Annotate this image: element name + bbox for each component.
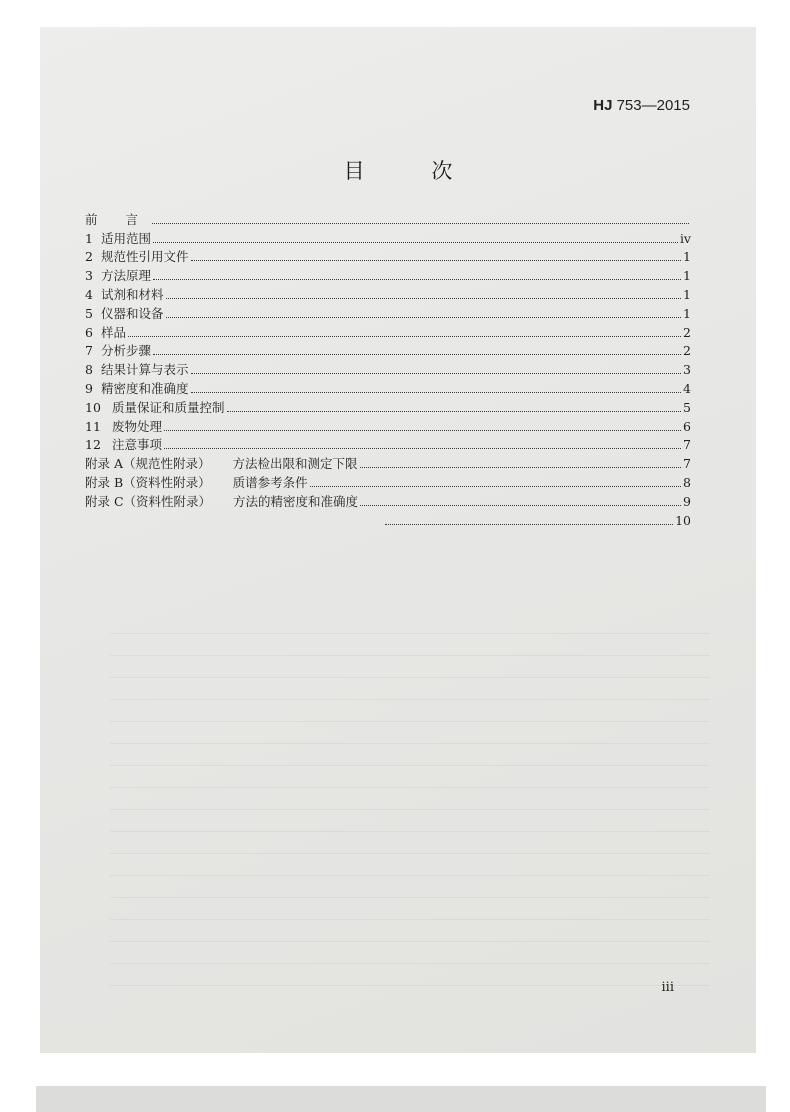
toc-entry-page: 2	[683, 343, 691, 359]
toc-entry-label: 适用范围	[101, 230, 152, 246]
toc-entry[interactable]	[85, 321, 691, 340]
toc-appendix-label: 附录 A（规范性附录）	[85, 456, 211, 472]
toc-entry-page: 8	[683, 474, 691, 490]
toc-appendix-label: 附录 B（资料性附录）	[85, 474, 211, 490]
toc-entry-page: 9	[683, 493, 691, 509]
toc-appendix-entry[interactable]	[85, 452, 691, 471]
table-of-contents	[85, 208, 691, 528]
toc-entry-page: 7	[683, 437, 691, 453]
toc-entry[interactable]	[85, 377, 691, 396]
next-page-edge	[36, 1086, 766, 1112]
toc-entry-label: 废物处理	[112, 418, 163, 434]
toc-entry[interactable]	[85, 302, 691, 321]
toc-entry[interactable]	[85, 246, 691, 265]
toc-entry-number: 6	[85, 324, 93, 340]
toc-entry-label: 试剂和材料	[101, 286, 164, 302]
toc-leader	[227, 410, 682, 412]
toc-entry-page: 1	[683, 249, 691, 265]
toc-entry-page: 1	[683, 286, 691, 302]
toc-trailing-entry[interactable]	[85, 509, 691, 528]
toc-entry-label: 结果计算与表示	[101, 362, 189, 378]
toc-entry[interactable]	[85, 358, 691, 377]
toc-leader	[153, 353, 681, 355]
toc-leader	[166, 316, 682, 318]
toc-entry-number: 3	[85, 268, 93, 284]
toc-appendix-title: 方法的精密度和准确度	[233, 493, 359, 509]
toc-entry-page: 1	[683, 305, 691, 321]
toc-entry-label: 前 言	[85, 211, 150, 227]
toc-entry-page: 10	[675, 512, 691, 528]
toc-appendix-title: 质谱参考条件	[232, 474, 308, 490]
toc-entry-number: 4	[85, 286, 93, 302]
toc-entry-number: 2	[85, 249, 93, 265]
standard-code-prefix: HJ	[593, 97, 613, 114]
toc-leader	[310, 485, 681, 487]
toc-entry-label: 质量保证和质量控制	[112, 399, 225, 415]
toc-leader	[166, 297, 682, 299]
toc-entry-label: 规范性引用文件	[101, 249, 189, 265]
toc-entry-label: 分析步骤	[101, 343, 152, 359]
toc-entry-number: 10	[85, 399, 101, 415]
toc-appendix-label: 附录 C（资料性附录）	[85, 493, 212, 509]
toc-entry[interactable]	[85, 227, 691, 246]
toc-entry-preface[interactable]	[85, 208, 691, 227]
toc-entry-page: 5	[683, 399, 691, 415]
toc-leader	[360, 504, 681, 506]
toc-appendix-entry[interactable]	[85, 490, 691, 509]
toc-leader	[164, 447, 681, 449]
toc-entry[interactable]	[85, 434, 691, 453]
toc-entry[interactable]	[85, 415, 691, 434]
toc-entry-number: 8	[85, 362, 93, 378]
standard-code	[593, 97, 690, 114]
toc-entry-page: 6	[683, 418, 691, 434]
toc-leader	[164, 429, 681, 431]
toc-leader	[191, 391, 682, 393]
toc-entry-number: 11	[85, 418, 101, 434]
toc-leader	[152, 222, 689, 224]
toc-leader	[153, 241, 678, 243]
toc-entry-label: 仪器和设备	[101, 305, 164, 321]
toc-entry[interactable]	[85, 396, 691, 415]
toc-entry-page: 1	[683, 268, 691, 284]
toc-entry-page: 4	[683, 380, 691, 396]
toc-entry-page: 3	[683, 362, 691, 378]
toc-leader	[360, 466, 682, 468]
toc-entry-label: 方法原理	[101, 268, 152, 284]
toc-entry-page: 2	[683, 324, 691, 340]
toc-appendix-title: 方法检出限和测定下限	[232, 456, 358, 472]
toc-appendix-entry[interactable]	[85, 471, 691, 490]
toc-entry-number: 1	[85, 230, 93, 246]
toc-leader	[128, 335, 681, 337]
toc-entry-page: iv	[679, 230, 691, 246]
toc-entry[interactable]	[85, 283, 691, 302]
toc-entry[interactable]	[85, 264, 691, 283]
toc-leader	[191, 372, 682, 374]
toc-entry-number: 5	[85, 305, 93, 321]
toc-entry-number: 7	[85, 343, 93, 359]
toc-entry-label: 精密度和准确度	[101, 380, 189, 396]
standard-code-number: 753—2015	[616, 97, 690, 114]
bleed-through-text	[110, 617, 710, 997]
toc-entry-label: 样品	[101, 324, 127, 340]
toc-entry-number: 9	[85, 380, 93, 396]
toc-entry-page: 7	[683, 456, 691, 472]
toc-leader	[191, 259, 682, 261]
document-page	[40, 27, 756, 1053]
toc-entry-number: 12	[85, 437, 101, 453]
toc-entry-label: 注意事项	[112, 437, 163, 453]
page-folio: iii	[661, 980, 674, 995]
toc-leader	[153, 278, 681, 280]
toc-leader	[385, 523, 673, 525]
toc-entry[interactable]	[85, 340, 691, 359]
page-title: 目 次	[343, 159, 483, 183]
